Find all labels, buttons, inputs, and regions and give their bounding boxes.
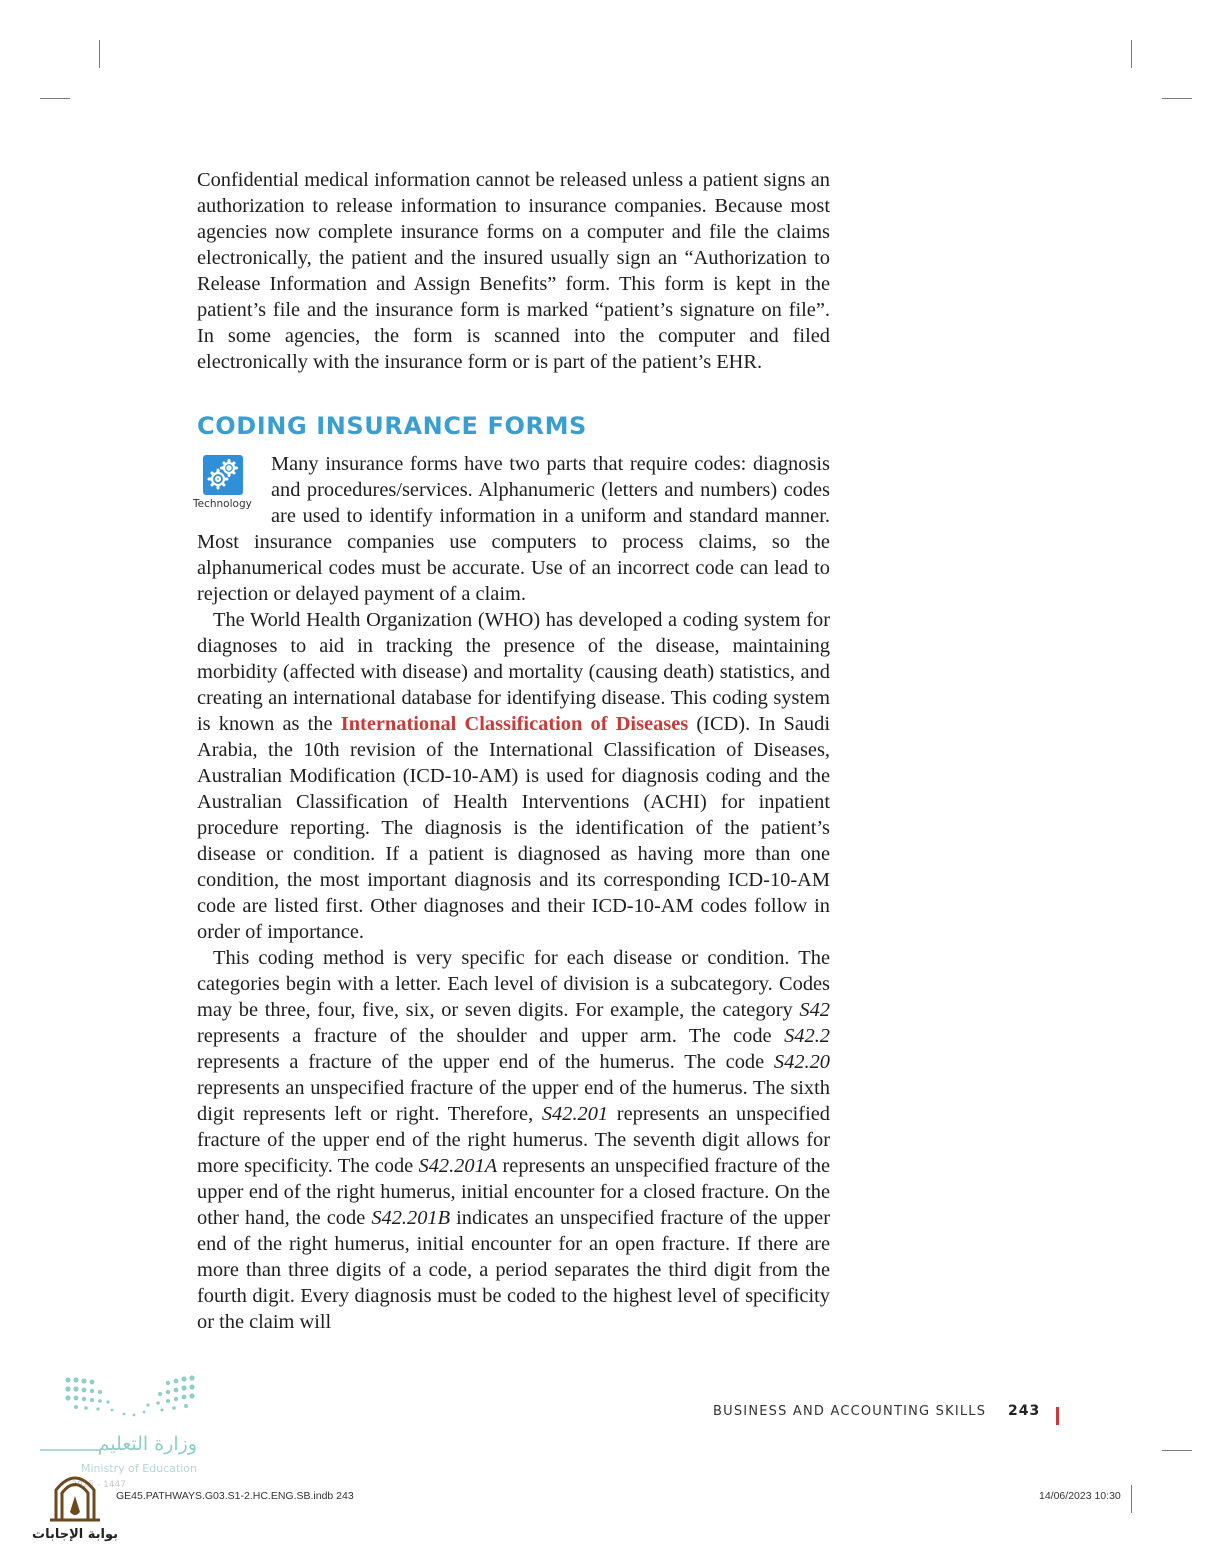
paragraph-icd-text: (ICD). In Saudi Arabia, the 10th revision of the International Classification of Diseases, Australian Modification (ICD-10-AM) is used for diagnosis coding and the Australian Classification of Health Interventions (ACHI) for inpatient procedure reporting. The diagnosis is the identification of the patient’s disease or condition. If a patient is diagnosed as having more than one condition, the most important diagnosis and its corresponding ICD-10-AM code are listed first. Other diagnoses and their ICD-10-AM codes follow in order of importance. (197, 713, 830, 943)
ministry-english-name: Ministry of Education (80, 1462, 197, 1475)
page-number-bar (1056, 1407, 1059, 1425)
diagnosis-code: S42.20 (773, 1051, 830, 1073)
answer-gateway-logo (30, 1466, 120, 1546)
crop-mark (1131, 1485, 1132, 1513)
running-footer-title: BUSINESS AND ACCOUNTING SKILLS (713, 1404, 987, 1419)
section-heading: CODING INSURANCE FORMS (197, 412, 587, 440)
diagnosis-code: S42.201B (371, 1207, 451, 1229)
text-run: represents a fracture of the shoulder and upper arm. The code (197, 1025, 785, 1047)
print-slug-date: 14/06/2023 10:30 (1039, 1490, 1121, 1502)
ministry-year: 2025 - 1447 (71, 1480, 126, 1490)
technology-callout (193, 451, 261, 510)
gears-icon (203, 455, 243, 495)
paragraph-icd-text: The World Health Organization (WHO) has developed a coding system for diagnoses to aid in tracking the presence of the disease, maintaining morbidity (affected with disease) and mortality (causing death) statistics, and creating an international database for identifying disease. This coding system is known as the (197, 609, 830, 735)
paragraph-icd (197, 607, 830, 945)
diagnosis-code: S42.201 (541, 1103, 609, 1125)
text-run: represents an unspecified fracture of the upper end of the right humerus. The seventh digit allows for more specificity. The code (197, 1103, 831, 1177)
answer-gateway-name: بوابة الإجابات (32, 1527, 118, 1542)
paragraph-codes: Many insurance forms have two parts that require codes: diagnosis and procedures/services. Alphanumeric (letters and numbers) codes are used to identify information in a uniform and standard manner. Most insurance companies use computers to process claims, so the alphanumerical codes must be accurate. Use of an incorrect code can lead to rejection or delayed payment of a claim. (197, 453, 830, 605)
crop-mark (1131, 40, 1132, 68)
text-run: represents an unspecified fracture of the upper end of the humerus. The sixth digit represents left or right. Therefore, (197, 1077, 830, 1125)
crop-mark (1162, 1450, 1192, 1451)
print-slug-file: GE45.PATHWAYS.G03.S1-2.HC.ENG.SB.indb 243 (116, 1490, 354, 1502)
diagnosis-code: S42.201A (418, 1155, 498, 1177)
text-run: This coding method is very specific for each disease or condition. The categories begin with a letter. Each level of division is a subcategory. Codes may be three, four, five, six, or seven digits. For example, the category (197, 947, 830, 1021)
crop-mark (1162, 98, 1192, 99)
crop-mark (40, 98, 70, 99)
ministry-arabic-name: وزارة التعليم (97, 1433, 197, 1455)
text-run: represents a fracture of the upper end of the humerus. The code (197, 1051, 774, 1073)
page-content (193, 167, 831, 1335)
page-number: 243 (1008, 1403, 1041, 1419)
key-term: International Classification of Diseases (340, 713, 689, 735)
diagnosis-code: S42 (799, 999, 830, 1021)
paragraph-coding-method (197, 945, 830, 1335)
text-run: indicates an unspecified fracture of the upper end of the right humerus, initial encounter for an open fracture. If there are more than three digits of a code, a period separates the third digit from the fourth digit. Every diagnosis must be coded to the highest level of specificity or the claim will (197, 1207, 830, 1333)
text-run: represents an unspecified fracture of the upper end of the right humerus, initial encounter for a closed fracture. On the other hand, the code (197, 1155, 831, 1229)
diagnosis-code: S42.2 (784, 1025, 830, 1047)
technology-label: Technology (193, 498, 252, 510)
paragraph-authorization: Confidential medical information cannot be released unless a patient signs an authorization to release information to insurance companies. Because most agencies now complete insurance forms on a computer and file the claims electronically, the patient and the insured usually sign an “Authorization to Release Information and Assign Benefits” form. This form is kept in the patient’s file and the insurance form is marked “patient’s signature on file”. In some agencies, the form is scanned into the computer and filed electronically with the insurance form or is part of the patient’s EHR. (197, 169, 830, 373)
crop-mark (99, 40, 100, 68)
